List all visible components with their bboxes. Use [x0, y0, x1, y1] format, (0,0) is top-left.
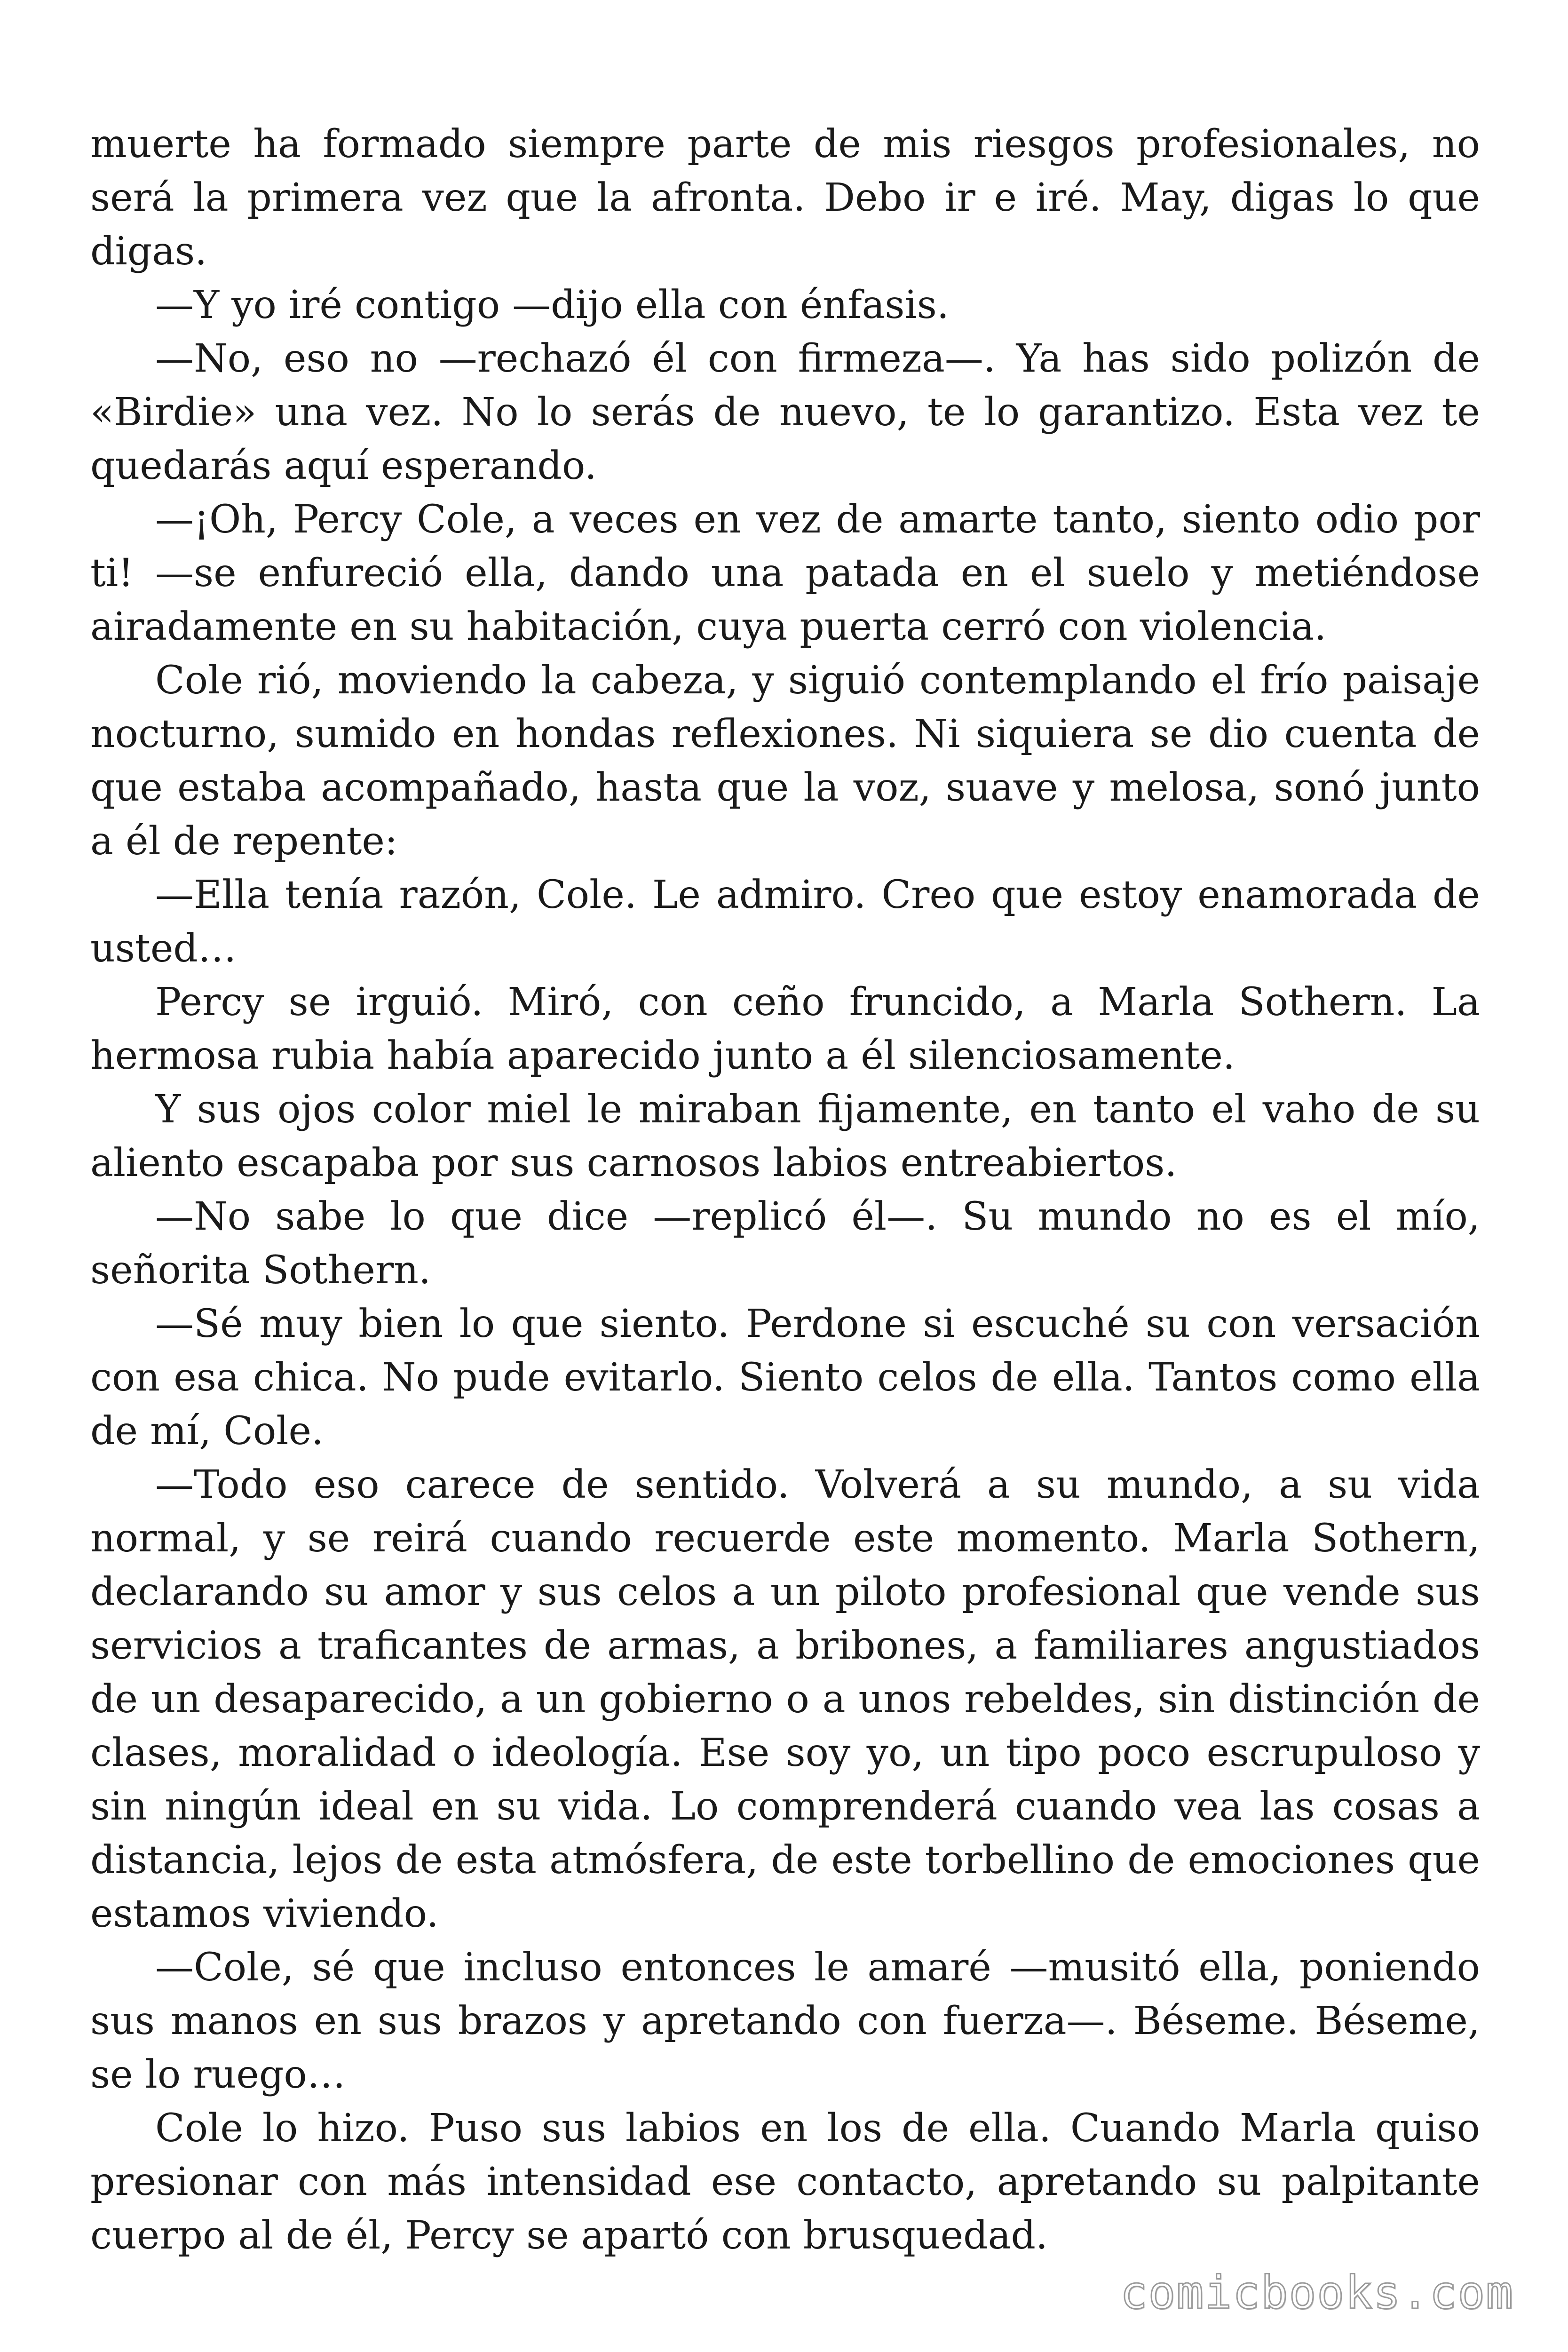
paragraph: Percy se irguió. Miró, con ceño fruncido, a Marla Sothern. La hermosa rubia había aparecido junto a él silenciosamente.: [90, 980, 1480, 1078]
paragraph: —Todo eso carece de sentido. Volverá a su mundo, a su vida normal, y se reirá cuando recuerde este momento. Marla Sothern, declarando su amor y sus celos a un piloto profesional que vende sus servicios a traficantes de armas, a bribones, a familiares angustiados de un desaparecido, a un gobierno o a unos rebeldes, sin distinción de clases, moralidad o ideología. Ese soy yo, un tipo poco escrupuloso y sin ningún ideal en su vida. Lo comprenderá cuando vea las cosas a distancia, lejos de esta atmósfera, de este torbellino de emociones que estamos viviendo.: [90, 1462, 1480, 1936]
paragraph: —Sé muy bien lo que siento. Perdone si escuché su con versación con esa chica. No pude evitarlo. Siento celos de ella. Tantos como ella de mí, Cole.: [90, 1302, 1480, 1454]
paragraph: Cole rió, moviendo la cabeza, y siguió contemplando el frío paisaje nocturno, sumido en hondas reflexiones. Ni siquiera se dio cuenta de que estaba acompañado, hasta que la voz, suave y melosa, sonó junto a él de repente:: [90, 658, 1480, 864]
paragraph-continued: muerte ha formado siempre parte de mis riesgos profesionales, no será la primera vez que la afronta. Debo ir e iré. May, digas lo que digas.: [90, 122, 1480, 274]
paragraph: —Cole, sé que incluso entonces le amaré —musitó ella, poniendo sus manos en sus brazos y apretando con fuerza—. Béseme. Béseme, se lo ruego…: [90, 1945, 1480, 2097]
paragraph: —No sabe lo que dice —replicó él—. Su mundo no es el mío, señorita Sothern.: [90, 1194, 1480, 1293]
paragraph: Y sus ojos color miel le miraban fijamente, en tanto el vaho de su aliento escapaba por sus carnosos labios entreabiertos.: [90, 1087, 1480, 1185]
paragraph: —Ella tenía razón, Cole. Le admiro. Creo que estoy enamorada de usted…: [90, 873, 1480, 971]
book-page-text: [90, 118, 1480, 2263]
paragraph: —No, eso no —rechazó él con firmeza—. Ya has sido polizón de «Birdie» una vez. No lo serás de nuevo, te lo garantizo. Esta vez te quedarás aquí esperando.: [90, 336, 1480, 488]
paragraph: —Y yo iré contigo —dijo ella con énfasis.: [155, 283, 949, 327]
paragraph: —¡Oh, Percy Cole, a veces en vez de amarte tanto, siento odio por ti! —se enfureció ella, dando una patada en el suelo y metiéndose airadamente en su habitación, cuya puerta cerró con violencia.: [90, 497, 1480, 649]
watermark: comicbooks.com: [1120, 2266, 1514, 2319]
paragraph: Cole lo hizo. Puso sus labios en los de ella. Cuando Marla quiso presionar con más intensidad ese contacto, apretando su palpitante cuerpo al de él, Percy se apartó con brusquedad.: [90, 2106, 1480, 2258]
